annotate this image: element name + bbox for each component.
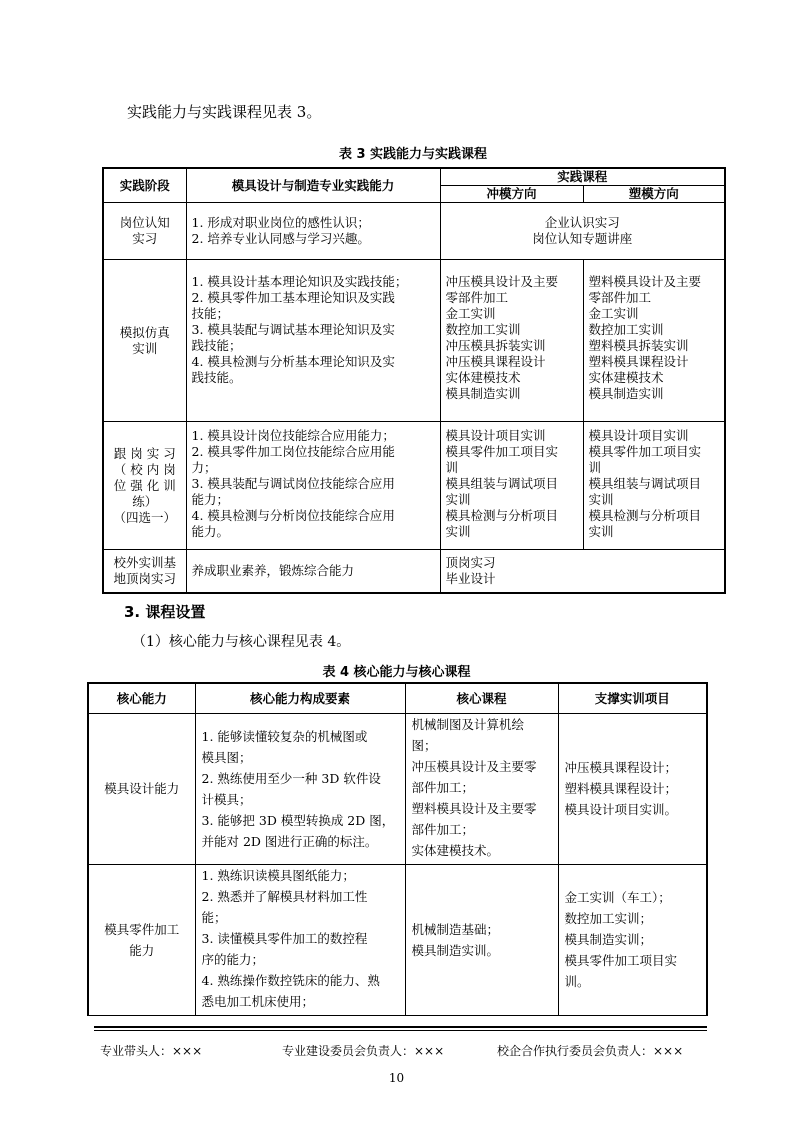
- table3: [102, 167, 726, 594]
- table4-row: [88, 864, 707, 1015]
- t4-th-elements: 核心能力构成要素: [195, 683, 405, 713]
- row4-ability: [186, 550, 440, 593]
- intro-text: 实践能力与实践课程见表 3。: [127, 103, 322, 121]
- text-line: 冲压模具设计及主要: [445, 274, 559, 289]
- text-line: 1. 形成对职业岗位的感性认识；: [191, 215, 370, 230]
- text-line: 毕业设计: [445, 570, 496, 586]
- signature-lead: 专业带头人：×××: [100, 1044, 203, 1058]
- text-line: 练）: [132, 493, 158, 509]
- sub-heading: （1）核心能力与核心课程见表 4。: [132, 634, 351, 650]
- row3-plastic: [583, 422, 725, 550]
- text-line: 冲压模具课程设计: [445, 354, 546, 369]
- text-line: 塑料模具课程设计；: [564, 781, 678, 796]
- table3-row: [103, 550, 725, 593]
- row4-stage: [103, 550, 186, 593]
- text-line: 养成职业素养，锻炼综合能力: [191, 562, 355, 578]
- text-line: 实训: [588, 524, 614, 539]
- t4-row1-courses: [405, 713, 558, 864]
- row1-courses: [440, 203, 725, 260]
- text-line: 悉电加工机床使用；: [201, 993, 315, 1009]
- text-line: 模具零件加工项目实: [564, 953, 678, 968]
- text-line: 1. 模具设计基本理论知识及实践技能；: [191, 274, 408, 289]
- t4-row2-elements: [195, 864, 405, 1015]
- text-line: 训: [588, 460, 602, 475]
- t4-th-projects: 支撑实训项目: [558, 683, 707, 713]
- t4-row1-elements: [195, 713, 405, 864]
- text-line: 4. 模具检测与分析岗位技能综合应用: [191, 508, 395, 523]
- text-line: 模拟仿真: [119, 324, 170, 340]
- table4-caption: 表 4 核心能力与核心课程: [322, 665, 471, 680]
- text-line: 模具制造实训。: [411, 942, 500, 958]
- th-stamping: 冲模方向: [440, 186, 583, 203]
- text-line: 模具图；: [201, 749, 252, 765]
- row4-courses: [440, 550, 725, 593]
- text-line: 部件加工；: [411, 821, 475, 837]
- row1-stage: [103, 203, 186, 260]
- text-line: 3. 读懂模具零件加工的数控程: [201, 930, 368, 946]
- text-line: 践技能；: [191, 338, 242, 353]
- footer-rule-thin: [94, 1030, 707, 1031]
- text-line: 塑料模具设计及主要: [588, 274, 702, 289]
- table3-row: [103, 422, 725, 550]
- t4-row1-ability: [88, 713, 195, 864]
- row3-ability: [186, 422, 440, 550]
- text-line: 模具设计项目实训: [588, 428, 689, 443]
- text-line: 数控加工实训；: [564, 911, 653, 926]
- text-line: 冲压模具拆装实训: [445, 338, 546, 353]
- text-line: 塑料模具课程设计: [588, 354, 689, 369]
- t4-th-courses: 核心课程: [405, 683, 558, 713]
- table4: [87, 682, 708, 1016]
- text-line: 模具设计项目实训。: [564, 802, 678, 817]
- text-line: 能；: [201, 909, 227, 925]
- text-line: 模具设计项目实训: [445, 428, 546, 443]
- text-line: 4. 模具检测与分析基本理论知识及实: [191, 354, 395, 369]
- t4-row2-ability: [88, 864, 195, 1015]
- text-line: 1. 熟练识读模具图纸能力；: [201, 867, 355, 883]
- table3-caption: 表 3 实践能力与实践课程: [338, 147, 488, 162]
- text-line: 实训: [445, 524, 471, 539]
- text-line: 冲压模具设计及主要零: [411, 758, 537, 774]
- text-line: 地顶岗实习: [113, 570, 176, 586]
- text-line: 2. 熟练使用至少一种 3D 软件设: [201, 770, 381, 786]
- t4-row1-projects: [558, 713, 707, 864]
- text-line: 零部件加工: [445, 290, 509, 305]
- table3-row: [103, 260, 725, 422]
- text-line: 零部件加工: [588, 290, 652, 305]
- text-line: 能力: [129, 942, 155, 958]
- text-line: 模具零件加工项目实: [588, 444, 702, 459]
- text-line: 2. 模具零件加工基本理论知识及实践: [191, 290, 395, 305]
- text-line: 机械制造基础；: [411, 921, 500, 937]
- text-line: 计模具；: [201, 791, 252, 807]
- text-line: （四选一）: [113, 509, 176, 525]
- text-line: 岗位认知: [119, 215, 170, 230]
- text-line: 实体建模技术: [445, 370, 521, 385]
- text-line: 实训: [445, 492, 471, 507]
- text-line: 位 强 化 训: [113, 477, 176, 493]
- text-line: 塑料模具拆装实训: [588, 338, 689, 353]
- text-line: 模具组装与调试项目: [445, 476, 559, 491]
- signature-cooperation: 校企合作执行委员会负责人：×××: [497, 1044, 684, 1058]
- page-number: 10: [388, 1071, 405, 1085]
- text-line: 校外实训基: [113, 554, 176, 570]
- text-line: 技能；: [191, 306, 230, 321]
- table3-row: [103, 203, 725, 260]
- text-line: 跟 岗 实 习: [113, 445, 176, 461]
- text-line: 1. 模具设计岗位技能综合应用能力；: [191, 428, 395, 443]
- text-line: 实体建模技术: [588, 370, 664, 385]
- text-line: 2. 培养专业认同感与学习兴趣。: [191, 231, 370, 246]
- text-line: 3. 能够把 3D 模型转换成 2D 图，: [201, 812, 395, 828]
- row3-stage: [103, 422, 186, 550]
- text-line: 践技能。: [191, 370, 242, 385]
- text-line: 模具制造实训: [445, 386, 521, 401]
- text-line: 顶岗实习: [445, 554, 496, 570]
- text-line: 金工实训: [445, 306, 496, 321]
- text-line: 训。: [564, 974, 590, 989]
- text-line: 模具组装与调试项目: [588, 476, 702, 491]
- footer-rule-thick: [94, 1026, 707, 1028]
- row2-plastic: [583, 260, 725, 422]
- text-line: 实体建模技术。: [411, 842, 500, 858]
- text-line: 模具制造实训: [588, 386, 664, 401]
- text-line: 模具制造实训；: [564, 932, 653, 947]
- text-line: 并能对 2D 图进行正确的标注。: [201, 833, 378, 849]
- text-line: 1. 能够读懂较复杂的机械图或: [201, 728, 368, 744]
- text-line: （ 校 内 岗: [113, 461, 176, 477]
- th-plastic: 塑模方向: [583, 186, 725, 203]
- t4-row2-projects: [558, 864, 707, 1015]
- text-line: 力；: [191, 460, 217, 475]
- text-line: 实习: [132, 231, 158, 246]
- text-line: 机械制图及计算机绘: [411, 716, 525, 732]
- text-line: 冲压模具课程设计；: [564, 760, 678, 775]
- text-line: 金工实训（车工）；: [564, 890, 671, 905]
- row2-stamping: [440, 260, 583, 422]
- text-line: 模具检测与分析项目: [588, 508, 702, 523]
- text-line: 2. 熟悉并了解模具材料加工性: [201, 888, 368, 904]
- signature-committee: 专业建设委员会负责人：×××: [282, 1044, 445, 1058]
- section-heading: 3. 课程设置: [124, 603, 206, 621]
- text-line: 模具检测与分析项目: [445, 508, 559, 523]
- text-line: 能力；: [191, 492, 230, 507]
- text-line: 模具零件加工: [104, 921, 180, 937]
- th-stage: 实践阶段: [103, 168, 186, 203]
- text-line: 部件加工；: [411, 779, 475, 795]
- th-courses: 实践课程: [440, 168, 725, 186]
- t4-th-ability: 核心能力: [88, 683, 195, 713]
- row2-stage: [103, 260, 186, 422]
- text-line: 企业认识实习: [544, 215, 620, 230]
- row1-ability: [186, 203, 440, 260]
- text-line: 4. 熟练操作数控铣床的能力、熟: [201, 972, 380, 988]
- text-line: 3. 模具装配与调试基本理论知识及实: [191, 322, 395, 337]
- text-line: 图；: [411, 737, 437, 753]
- text-line: 数控加工实训: [445, 322, 521, 337]
- row3-stamping: [440, 422, 583, 550]
- text-line: 模具设计能力: [104, 781, 180, 796]
- text-line: 模具零件加工项目实: [445, 444, 559, 459]
- text-line: 岗位认知专题讲座: [532, 231, 633, 246]
- text-line: 金工实训: [588, 306, 639, 321]
- text-line: 数控加工实训: [588, 322, 664, 337]
- th-ability: 模具设计与制造专业实践能力: [186, 168, 440, 203]
- text-line: 训: [445, 460, 459, 475]
- text-line: 2. 模具零件加工岗位技能综合应用能: [191, 444, 395, 459]
- text-line: 塑料模具设计及主要零: [411, 800, 537, 816]
- text-line: 实训: [132, 340, 158, 356]
- text-line: 3. 模具装配与调试岗位技能综合应用: [191, 476, 395, 491]
- text-line: 能力。: [191, 524, 230, 539]
- text-line: 实训: [588, 492, 614, 507]
- row2-ability: [186, 260, 440, 422]
- t4-row2-courses: [405, 864, 558, 1015]
- text-line: 序的能力；: [201, 951, 265, 967]
- table4-row: [88, 713, 707, 864]
